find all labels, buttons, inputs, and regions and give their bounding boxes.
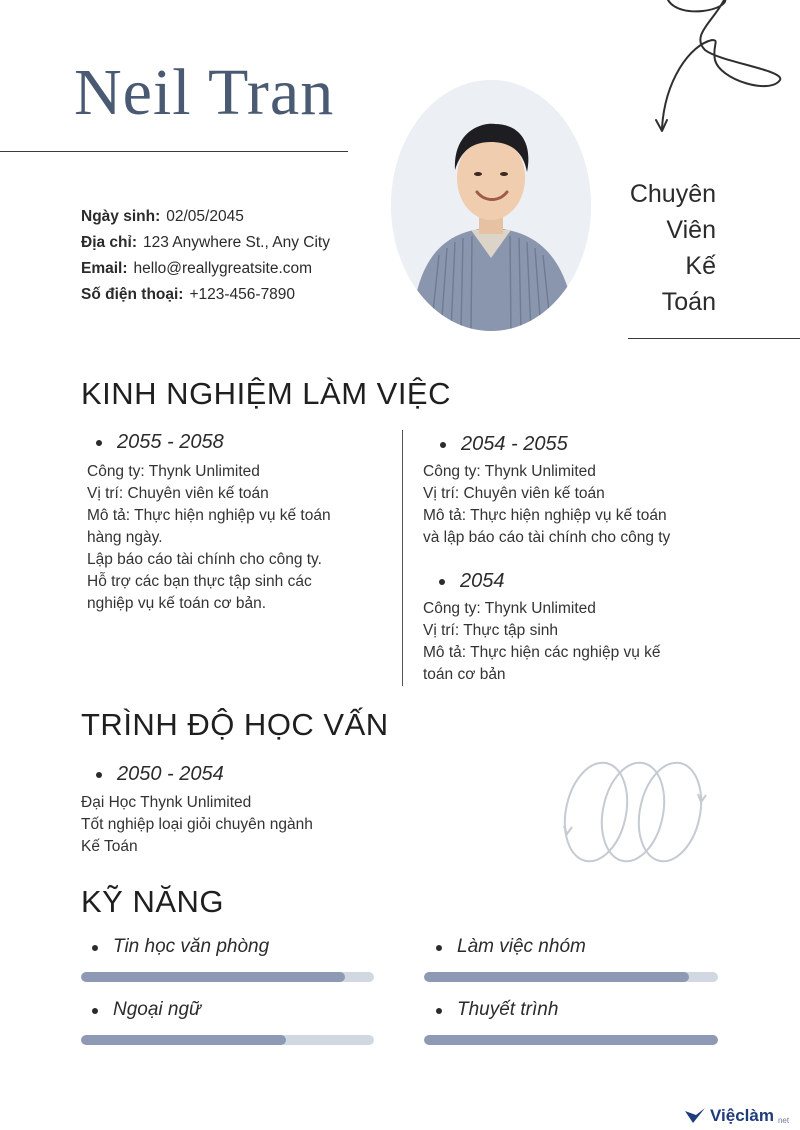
detail-line: Hỗ trợ các bạn thực tập sinh các bbox=[87, 573, 312, 590]
address-value: 123 Anywhere St., Any City bbox=[142, 234, 330, 251]
title-divider bbox=[628, 338, 800, 339]
detail-line: hàng ngày. bbox=[87, 529, 163, 546]
phone-row bbox=[81, 282, 330, 308]
address-row bbox=[81, 230, 330, 256]
contact-info bbox=[81, 204, 330, 308]
brand-logo bbox=[684, 1105, 789, 1127]
brand-name: Việclàm bbox=[710, 1106, 774, 1125]
column-divider bbox=[402, 430, 403, 686]
skill-bar-1 bbox=[81, 972, 374, 982]
experience-period-3: 2054 bbox=[460, 570, 505, 592]
education-period: 2050 - 2054 bbox=[117, 763, 224, 785]
job-title-line: Chuyên bbox=[629, 180, 716, 208]
detail-line: Mô tả: Thực hiện nghiệp vụ kế toán bbox=[87, 507, 331, 524]
brand-suffix: net bbox=[777, 1116, 790, 1125]
email-value: hello@reallygreatsite.com bbox=[133, 260, 313, 277]
skill-bar-3 bbox=[81, 1035, 374, 1045]
name-divider bbox=[0, 151, 348, 152]
loops-decoration bbox=[558, 758, 708, 866]
detail-line: Công ty: Thynk Unlimited bbox=[87, 463, 260, 480]
detail-line: Đại Học Thynk Unlimited bbox=[81, 794, 252, 811]
dob-value: 02/05/2045 bbox=[166, 208, 244, 225]
skill-name-4: Thuyết trình bbox=[457, 999, 559, 1020]
skill-name-1: Tin học văn phòng bbox=[113, 936, 270, 957]
skill-bar-fill bbox=[424, 1035, 718, 1045]
detail-line: Mô tả: Thực hiện nghiệp vụ kế toán bbox=[423, 507, 667, 524]
skill-name-3: Ngoại ngữ bbox=[113, 999, 202, 1020]
skill-name-2: Làm việc nhóm bbox=[457, 936, 586, 957]
skill-bar-fill bbox=[81, 1035, 286, 1045]
phone-label: Số điện thoại: bbox=[81, 286, 184, 303]
skills-heading: KỸ NĂNG bbox=[81, 884, 225, 919]
detail-line: Công ty: Thynk Unlimited bbox=[423, 600, 596, 617]
experience-period-2: 2054 - 2055 bbox=[461, 433, 568, 455]
detail-line: Kế Toán bbox=[81, 838, 138, 855]
detail-line: Vị trí: Chuyên viên kế toán bbox=[87, 485, 269, 502]
skill-bar-fill bbox=[424, 972, 689, 982]
detail-line: Mô tả: Thực hiện các nghiệp vụ kế bbox=[423, 644, 661, 661]
detail-line: toán cơ bản bbox=[423, 666, 506, 683]
job-title-line: Viên bbox=[666, 216, 716, 244]
detail-line: Lập báo cáo tài chính cho công ty. bbox=[87, 551, 322, 568]
experience-details-2 bbox=[423, 461, 670, 549]
checkmark-icon bbox=[684, 1107, 706, 1125]
dob-row bbox=[81, 204, 330, 230]
swirl-arrow-decoration bbox=[620, 0, 800, 140]
phone-value: +123-456-7890 bbox=[189, 286, 296, 303]
skill-bar-2 bbox=[424, 972, 718, 982]
education-details bbox=[81, 792, 313, 858]
skill-bar-fill bbox=[81, 972, 345, 982]
job-title-line: Toán bbox=[661, 288, 716, 316]
experience-details-3 bbox=[423, 598, 661, 686]
experience-details-1 bbox=[87, 461, 331, 615]
experience-period-1: 2055 - 2058 bbox=[117, 431, 224, 453]
job-title-line: Kế bbox=[685, 252, 716, 280]
detail-line: Tốt nghiệp loại giỏi chuyên ngành bbox=[81, 816, 313, 833]
detail-line: Vị trí: Chuyên viên kế toán bbox=[423, 485, 605, 502]
dob-label: Ngày sinh: bbox=[81, 208, 161, 225]
experience-heading: KINH NGHIỆM LÀM VIỆC bbox=[81, 376, 451, 411]
detail-line: Công ty: Thynk Unlimited bbox=[423, 463, 596, 480]
detail-line: nghiệp vụ kế toán cơ bản. bbox=[87, 595, 267, 612]
job-title bbox=[576, 176, 716, 320]
candidate-name: Neil Tran bbox=[74, 56, 335, 129]
email-label: Email: bbox=[81, 260, 128, 277]
address-label: Địa chỉ: bbox=[81, 234, 137, 251]
skill-bar-4 bbox=[424, 1035, 718, 1045]
profile-photo bbox=[391, 80, 591, 331]
detail-line: và lập báo cáo tài chính cho công ty bbox=[423, 529, 671, 546]
education-heading: TRÌNH ĐỘ HỌC VẤN bbox=[81, 707, 389, 742]
email-row bbox=[81, 256, 330, 282]
detail-line: Vị trí: Thực tập sinh bbox=[423, 622, 559, 639]
